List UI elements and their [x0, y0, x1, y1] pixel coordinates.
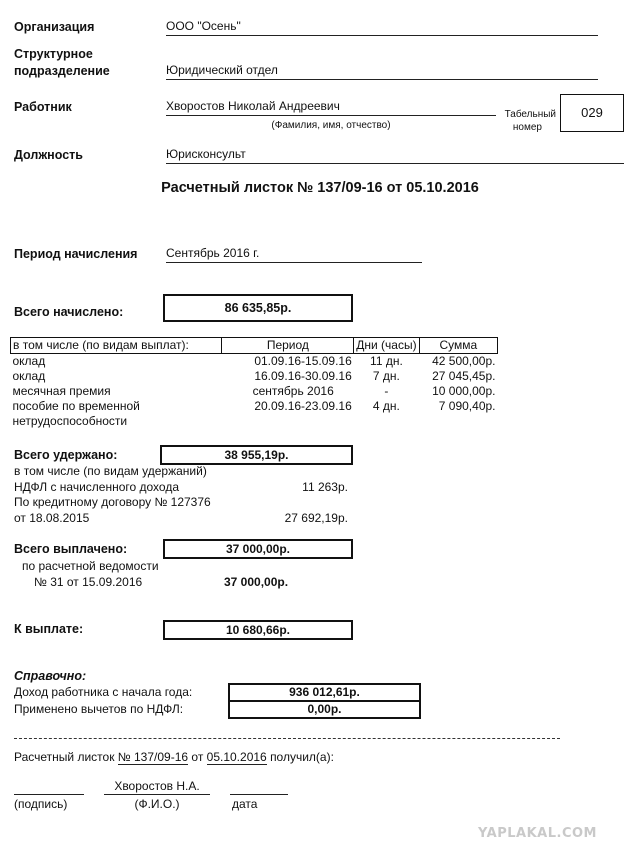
paid-sub-sum: 37 000,00р. [224, 575, 289, 589]
credit-sum: 27 692,19р. [284, 511, 348, 525]
withheld-total: 38 955,19р. [224, 448, 289, 462]
dept-field [166, 63, 598, 80]
tab-number-label [480, 108, 556, 134]
col-days: Дни (часы) [354, 338, 419, 354]
accrued-label: Всего начислено: [14, 305, 124, 319]
caption-date: дата [232, 797, 258, 811]
accrued-table [10, 337, 498, 429]
paid-total: 37 000,00р. [225, 542, 291, 556]
row-name: пособие по временной [12, 399, 140, 413]
worker-value: Хворостов Николай Андреевич [166, 99, 340, 113]
table-row [11, 369, 498, 384]
col-period: Период [222, 338, 354, 354]
paid-label: Всего выплачено: [14, 542, 128, 556]
tab-label-line1: Табельный [504, 109, 556, 120]
caption-signature: (подпись) [14, 797, 68, 811]
worker-caption: (Фамилия, имя, отчество) [271, 120, 391, 131]
paid-total-box [163, 539, 353, 559]
fio-field [104, 779, 210, 795]
ndfl-sum: 11 263р. [302, 480, 348, 494]
payable-total-box [163, 620, 353, 640]
deduct-box [228, 700, 421, 719]
receipt-text-1: Расчетный листок [14, 750, 115, 764]
table-row [11, 384, 498, 399]
row-sum [419, 414, 497, 429]
period-value: Сентябрь 2016 г. [166, 246, 260, 260]
row-name: оклад [12, 369, 46, 383]
accrued-table-header [11, 338, 498, 354]
row-sum: 7 090,40р. [438, 399, 496, 413]
row-days: 11 дн. [370, 354, 403, 368]
ndfl-label: НДФЛ с начисленного дохода [14, 480, 180, 494]
row-days [354, 414, 419, 429]
row-name: месячная премия [12, 384, 111, 398]
accrued-total-box [163, 294, 353, 322]
deduct-label: Применено вычетов по НДФЛ: [14, 702, 184, 716]
row-days: - [384, 384, 389, 398]
table-row [11, 399, 498, 414]
row-sum: 10 000,00р. [432, 384, 496, 398]
receipt-text-2: от [191, 750, 204, 764]
period-field [166, 246, 422, 263]
paid-sub-line1: по расчетной ведомости [22, 559, 159, 573]
receipt-line [14, 750, 334, 764]
payable-label: К выплате: [14, 622, 84, 636]
withheld-label: Всего удержано: [14, 448, 118, 462]
position-value: Юрисконсульт [166, 147, 246, 161]
receipt-number: № 137/09-16 [117, 750, 189, 764]
caption-fio: (Ф.И.О.) [134, 797, 180, 811]
receipt-date: 05.10.2016 [206, 750, 267, 764]
row-days: 4 дн. [372, 399, 400, 413]
dashed-separator [14, 738, 560, 739]
signature-line [14, 794, 84, 795]
credit-label-line1: По кредитному договору № 127376 [14, 495, 211, 509]
row-period [222, 414, 354, 429]
worker-label: Работник [14, 100, 72, 114]
receipt-text-3: получил(а): [270, 750, 334, 764]
org-value: ООО "Осень" [166, 19, 241, 33]
position-label: Должность [14, 148, 83, 162]
tab-number-box [560, 94, 624, 132]
withheld-sub-label: в том числе (по видам удержаний) [14, 464, 207, 478]
income-value: 936 012,61р. [289, 685, 360, 699]
tab-number-value: 029 [581, 105, 603, 120]
row-name: нетрудоспособности [12, 414, 128, 428]
dept-label-line1: Структурное [14, 47, 93, 61]
deduct-value: 0,00р. [307, 702, 342, 716]
worker-field [166, 99, 496, 116]
date-line [230, 794, 288, 795]
reference-title: Справочно: [14, 669, 87, 683]
income-label: Доход работника с начала года: [14, 685, 193, 699]
credit-label-line2: от 18.08.2015 [14, 511, 90, 525]
watermark: YAPLAKAL.COM [478, 826, 597, 841]
tab-label-line2: номер [512, 122, 542, 133]
col-kind: в том числе (по видам выплат): [11, 338, 222, 354]
row-sum: 42 500,00р. [432, 354, 496, 368]
row-period: 16.09.16-30.09.16 [254, 369, 352, 383]
col-sum: Сумма [419, 338, 497, 354]
receipt-fio: Хворостов Н.А. [114, 779, 200, 793]
dept-label-line2: подразделение [14, 64, 110, 78]
row-name: оклад [12, 354, 46, 368]
row-period: 01.09.16-15.09.16 [254, 354, 352, 368]
payable-total: 10 680,66р. [225, 623, 291, 637]
paid-sub-line2: № 31 от 15.09.2016 [34, 575, 143, 589]
document-title: Расчетный листок № 137/09-16 от 05.10.2016 [161, 180, 479, 196]
dept-value: Юридический отдел [166, 63, 278, 77]
position-field [166, 147, 624, 164]
accrued-total: 86 635,85р. [224, 301, 292, 315]
period-label: Период начисления [14, 247, 138, 261]
withheld-total-box [160, 445, 353, 465]
row-sum: 27 045,45р. [432, 369, 496, 383]
org-field [166, 19, 598, 36]
table-row [11, 414, 498, 429]
org-label: Организация [14, 20, 95, 34]
row-days: 7 дн. [372, 369, 400, 383]
row-period: сентябрь 2016 [252, 384, 334, 398]
row-period: 20.09.16-23.09.16 [254, 399, 352, 413]
table-row [11, 354, 498, 370]
